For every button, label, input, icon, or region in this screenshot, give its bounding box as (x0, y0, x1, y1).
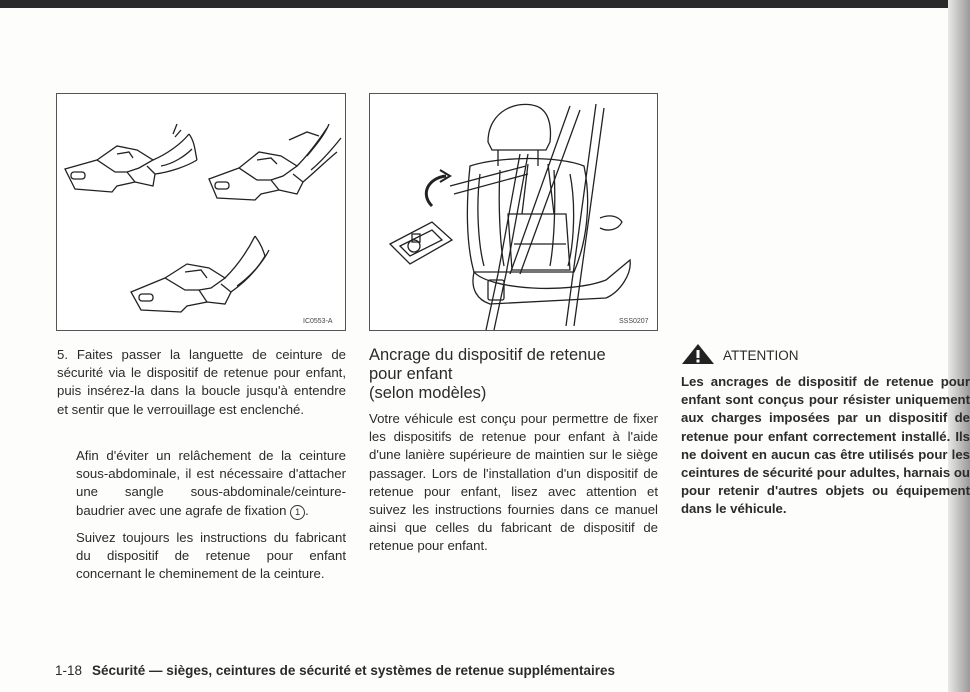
section-heading-line2: pour enfant (369, 365, 453, 383)
figure-buckle-illustration (56, 93, 346, 331)
page-binding-edge (948, 0, 970, 692)
page-number: 1-18 (55, 663, 83, 678)
page-footer (55, 663, 615, 678)
step-5-text: 5. Faites passer la languette de ceinture de sécurité via le dispositif de retenue pour enfant, puis insérez-la dans la boucle jusqu'à entendre et sentir que le verrouillage est enclenché. (57, 347, 346, 417)
paragraph-lap-belt-text: Afin d'éviter un relâchement de la ceinture sous-abdominale, il est nécessaire d'attacher une sangle sous-abdominale/ceinture-baudrier avec une agrafe de fixation (76, 448, 346, 518)
paragraph-lap-belt-end: . (305, 502, 309, 518)
figure-code: IC0553-A (303, 318, 333, 325)
warning-text: Les ancrages de dispositif de retenue pour enfant sont conçus pour résister uniquement aux charges imposées par un dispositif de retenue pour enfant correctement installé. Ils ne doivent en aucun cas être utilisés pour les ceintures de sécurité pour adultes, harnais ou pour retenir d'autres objets ou équipement dans le véhicule. (681, 374, 970, 517)
paragraph-lap-belt (76, 447, 346, 520)
anchor-description: Votre véhicule est conçu pour permettre de fixer les dispositifs de retenue pour enfant à l'aide d'une lanière supérieure de maintien sur le siège passager. Lors de l'installation d'un dispositif de retenue pour enfant, lisez avec attention et suivez les instructions fournies dans ce manuel ainsi que celles du fabricant de dispositif de retenue pour enfant. (369, 411, 658, 554)
footer-section-title: Sécurité — sièges, ceintures de sécurité et systèmes de retenue supplémentaires (92, 663, 616, 678)
tether-seat-drawing (370, 94, 659, 332)
warning-title: ATTENTION (723, 348, 799, 363)
section-heading-line1: Ancrage du dispositif de retenue (369, 346, 606, 364)
section-heading-line3: (selon modèles) (369, 384, 487, 402)
callout-marker: 1 (290, 505, 305, 520)
warning-header (681, 343, 881, 363)
figure-tether-illustration (369, 93, 658, 331)
section-heading (369, 346, 658, 403)
warning-triangle-icon (681, 343, 715, 365)
figure-code: SSS0207 (619, 318, 649, 325)
top-scan-border (0, 0, 970, 8)
paragraph-follow-instructions: Suivez toujours les instructions du fabricant du dispositif de retenue pour enfant concernant le cheminement de la ceinture. (76, 530, 346, 582)
buckle-drawing (57, 94, 347, 332)
